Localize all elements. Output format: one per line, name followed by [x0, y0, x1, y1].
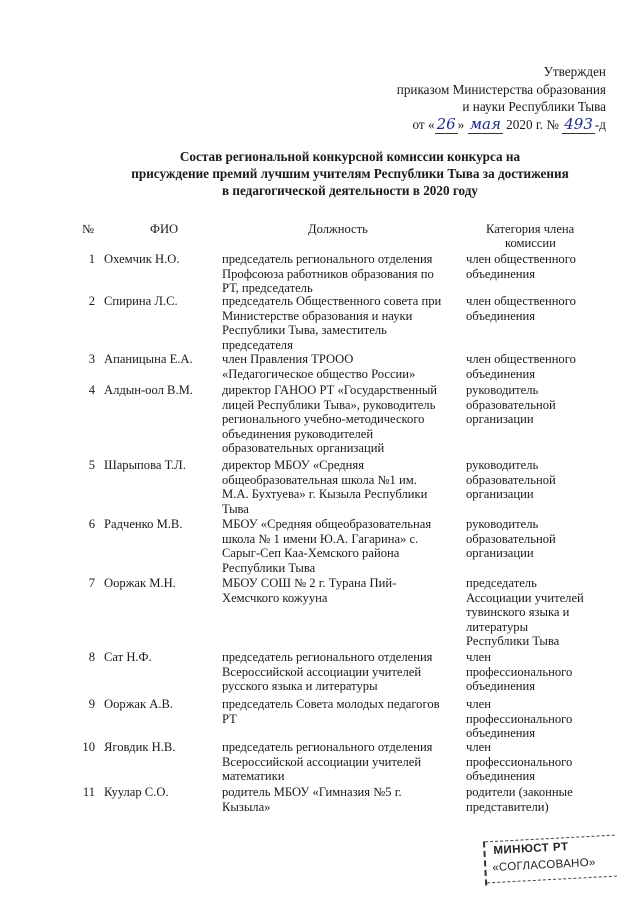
position-line: Сарыг-Сеп Каа-Хемского района — [222, 546, 400, 561]
category-line: литературы — [466, 619, 529, 634]
member-category — [466, 294, 591, 323]
position-line: школа № 1 имени Ю.А. Гагарина» с. — [222, 531, 419, 546]
row-number: 9 — [88, 697, 95, 711]
row-number: 1 — [88, 252, 95, 266]
row-number: 2 — [88, 294, 95, 308]
position-line: Хемсчкого кожууна — [222, 590, 328, 605]
member-name: Ооржак М.Н. — [104, 576, 176, 590]
position-line: Республики Тыва, заместитель — [222, 323, 387, 338]
stamp-line-2: «СОГЛАСОВАНО» — [492, 856, 596, 875]
row-number: 11 — [82, 785, 95, 799]
position-line: «Педагогическое общество России» — [222, 366, 416, 381]
approval-date-line: от « 26 » мая 2020 г. № 493 -д — [412, 114, 606, 133]
handwritten-order-number: 493 — [564, 114, 593, 133]
category-line: объединения — [466, 366, 536, 381]
category-line: член — [466, 697, 491, 711]
position-line: председатель регионального отделения — [222, 252, 433, 266]
category-line: руководитель — [466, 517, 539, 531]
position-line: член Правления ТРООО — [222, 352, 354, 366]
header-name: ФИО — [150, 222, 179, 236]
category-line: Ассоциации учителей — [466, 590, 584, 605]
member-name: Шарыпова Т.Л. — [104, 458, 186, 472]
category-line: профессионального — [466, 711, 573, 726]
position-line: Республики Тыва — [222, 560, 316, 575]
member-position — [222, 383, 462, 456]
category-line: образовательной — [466, 397, 556, 412]
position-line: русского языка и литературы — [222, 679, 378, 694]
position-line: Профсоюза работников образования по — [222, 266, 434, 281]
position-line: образовательных организаций — [222, 441, 385, 456]
position-line: объединения руководителей — [222, 426, 374, 441]
category-line: руководитель — [466, 458, 539, 472]
member-position — [222, 458, 462, 516]
position-line: председатель регионального отделения — [222, 650, 433, 664]
position-line: директор ГАНОО РТ «Государственный — [222, 383, 438, 397]
member-category — [466, 576, 591, 649]
position-line: М.А. Бухтуева» г. Кызыла Республики — [222, 487, 428, 502]
approval-line-1: Утвержден — [543, 64, 606, 79]
row-number: 7 — [88, 576, 95, 590]
member-category — [466, 650, 591, 694]
category-line: родители (законные — [466, 785, 573, 799]
member-position — [222, 517, 462, 575]
row-number: 10 — [82, 740, 95, 754]
member-name: Яговдик Н.В. — [104, 740, 176, 754]
category-line: объединения — [466, 308, 536, 323]
row-number: 3 — [88, 352, 95, 366]
member-name: Куулар С.О. — [104, 785, 169, 799]
document-title: Состав региональной конкурсной комиссии конкурса на присуждение премий лучшим учителям Республики Тыва за достижения в педагогической деятельности в 2020 году — [131, 149, 569, 198]
category-line: Республики Тыва — [466, 634, 560, 649]
member-name: Спирина Л.С. — [104, 294, 178, 308]
member-position — [222, 650, 462, 694]
member-position — [222, 252, 462, 296]
position-line: общеобразовательная школа №1 им. — [222, 472, 417, 487]
handwritten-day: 26 — [436, 114, 456, 133]
row-number: 4 — [88, 383, 95, 397]
member-position — [222, 576, 462, 605]
category-line: член — [466, 650, 491, 664]
category-line: тувинского языка и — [466, 605, 570, 620]
member-name: Сат Н.Ф. — [104, 650, 152, 664]
category-line: организации — [466, 412, 534, 427]
position-line: Тыва — [222, 501, 249, 516]
position-line: математики — [222, 769, 285, 784]
member-category — [466, 697, 591, 741]
category-line: руководитель — [466, 383, 539, 397]
member-category — [466, 458, 591, 502]
position-line: МБОУ СОШ № 2 г. Турана Пий- — [222, 576, 397, 590]
category-line: член общественного — [466, 252, 576, 266]
category-line: организации — [466, 546, 534, 561]
approval-line-3: и науки Республики Тыва — [462, 99, 606, 114]
category-line: объединения — [466, 726, 536, 741]
row-number: 5 — [88, 458, 95, 472]
member-position — [222, 740, 462, 784]
category-line: образовательной — [466, 472, 556, 487]
position-line: Всероссийской ассоциации учителей — [222, 664, 422, 679]
row-number: 6 — [88, 517, 95, 531]
position-line: МБОУ «Средняя общеобразовательная — [222, 517, 432, 531]
approval-block — [397, 63, 606, 134]
member-category — [466, 517, 591, 561]
member-name: Радченко М.В. — [104, 517, 183, 531]
member-position — [222, 352, 462, 381]
stamp-line-1: МИНЮСТ РТ — [493, 841, 569, 857]
approval-stamp — [483, 835, 619, 886]
position-line: лицей Республики Тыва», руководитель — [222, 397, 436, 412]
member-category — [466, 785, 591, 814]
category-line: член общественного — [466, 294, 576, 308]
position-line: председатель Совета молодых педагогов — [222, 697, 440, 711]
position-line: председатель Общественного совета при — [222, 294, 442, 308]
category-line: организации — [466, 487, 534, 502]
category-line: член общественного — [466, 352, 576, 366]
category-line: профессионального — [466, 664, 573, 679]
header-num: № — [82, 222, 95, 236]
position-line: родитель МБОУ «Гимназия №5 г. — [222, 785, 402, 799]
row-number: 8 — [88, 650, 95, 664]
category-line: объединения — [466, 266, 536, 281]
position-line: Министерстве образования и науки — [222, 308, 413, 323]
category-line: объединения — [466, 679, 536, 694]
position-line: председателя — [222, 337, 293, 352]
category-line: председатель — [466, 576, 537, 590]
member-name: Апаницына Е.А. — [104, 352, 193, 366]
category-line: представители) — [466, 799, 549, 814]
handwritten-month: мая — [469, 114, 501, 133]
member-category — [466, 252, 591, 281]
position-line: председатель регионального отделения — [222, 740, 433, 754]
position-line: РТ, председатель — [222, 281, 313, 296]
position-line: регионального учебно-методического — [222, 412, 425, 427]
header-position: Должность — [308, 222, 368, 236]
category-line: объединения — [466, 769, 536, 784]
approval-line-2: приказом Министерства образования — [396, 81, 606, 97]
member-name: Алдын-оол В.М. — [104, 383, 193, 397]
position-line: директор МБОУ «Средняя — [222, 458, 365, 472]
member-position — [222, 785, 462, 814]
position-line: РТ — [222, 711, 237, 726]
position-line: Кызыла» — [222, 799, 271, 814]
category-line: член — [466, 740, 491, 754]
category-line: профессионального — [466, 754, 573, 769]
member-name: Охемчик Н.О. — [104, 252, 180, 266]
header-category-line2: комиссии — [505, 236, 556, 250]
member-category — [466, 352, 591, 381]
header-category-line1: Категория члена — [486, 222, 575, 236]
position-line: Всероссийской ассоциации учителей — [222, 754, 422, 769]
member-category — [466, 740, 591, 784]
member-category — [466, 383, 591, 427]
member-position — [222, 697, 462, 726]
member-position — [222, 294, 462, 352]
member-name: Ооржак А.В. — [104, 697, 174, 711]
category-line: образовательной — [466, 531, 556, 546]
